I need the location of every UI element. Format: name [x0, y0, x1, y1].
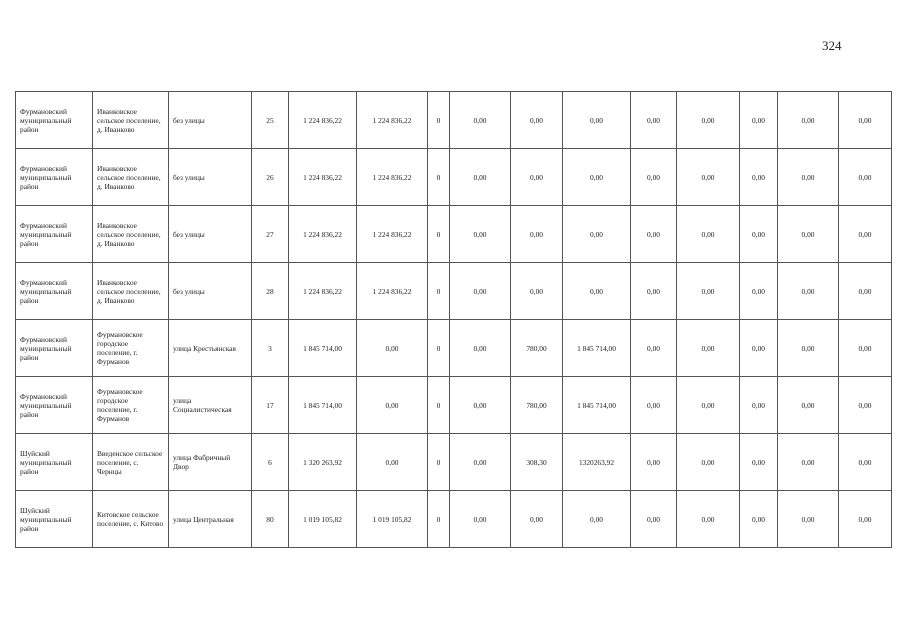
- district-cell: [16, 263, 93, 320]
- value-cell-c11: 0,00: [631, 92, 677, 149]
- value-cell-c12: 0,00: [677, 320, 740, 377]
- table-row: [16, 377, 892, 434]
- value-cell-c11: 0,00: [631, 491, 677, 548]
- street-cell: [169, 320, 252, 377]
- value-cell-c14: 0,00: [778, 434, 839, 491]
- street-cell: [169, 377, 252, 434]
- value-cell-c5: 1 019 105,82: [289, 491, 357, 548]
- settlement-cell: [93, 320, 169, 377]
- value-cell-c6: 1 224 836,22: [357, 92, 428, 149]
- value-cell-c7: 0: [428, 491, 450, 548]
- street-cell: [169, 92, 252, 149]
- value-cell-c5: 1 845 714,00: [289, 320, 357, 377]
- value-cell-c7: 0: [428, 92, 450, 149]
- value-cell-num: 25: [252, 92, 289, 149]
- settlement-text: Фурмановское городское поселение, г. Фурманов: [97, 330, 143, 366]
- value-cell-c15: 0,00: [839, 377, 892, 434]
- settlement-cell: [93, 149, 169, 206]
- value-cell-c5: 1 224 836,22: [289, 92, 357, 149]
- value-cell-c13: 0,00: [740, 263, 778, 320]
- district-text: Фурмановский муниципальный район: [20, 391, 72, 419]
- value-cell-c8: 0,00: [450, 263, 511, 320]
- value-cell-c10: 0,00: [563, 149, 631, 206]
- district-cell: [16, 149, 93, 206]
- street-text: без улицы: [173, 172, 205, 182]
- value-cell-c10: 0,00: [563, 491, 631, 548]
- value-cell-c9: 780,00: [511, 377, 563, 434]
- value-cell-c6: 1 224 836,22: [357, 263, 428, 320]
- value-cell-num: 26: [252, 149, 289, 206]
- value-cell-c11: 0,00: [631, 149, 677, 206]
- district-cell: [16, 434, 93, 491]
- value-cell-c13: 0,00: [740, 92, 778, 149]
- value-cell-c10: 0,00: [563, 206, 631, 263]
- street-text: без улицы: [173, 229, 205, 239]
- value-cell-c13: 0,00: [740, 149, 778, 206]
- value-cell-c15: 0,00: [839, 92, 892, 149]
- street-cell: [169, 206, 252, 263]
- value-cell-c13: 0,00: [740, 377, 778, 434]
- table-row: [16, 263, 892, 320]
- value-cell-c6: 0,00: [357, 320, 428, 377]
- settlement-cell: [93, 377, 169, 434]
- value-cell-num: 27: [252, 206, 289, 263]
- value-cell-c8: 0,00: [450, 434, 511, 491]
- value-cell-c5: 1 320 263,92: [289, 434, 357, 491]
- street-cell: [169, 491, 252, 548]
- value-cell-num: 28: [252, 263, 289, 320]
- value-cell-c10: 0,00: [563, 263, 631, 320]
- street-text: улица Центральная: [173, 514, 234, 524]
- value-cell-c12: 0,00: [677, 377, 740, 434]
- value-cell-c6: 1 224 836,22: [357, 206, 428, 263]
- value-cell-c13: 0,00: [740, 491, 778, 548]
- settlement-cell: [93, 92, 169, 149]
- street-text: улица Фабричный Двор: [173, 453, 231, 471]
- value-cell-c7: 0: [428, 320, 450, 377]
- value-cell-c7: 0: [428, 206, 450, 263]
- district-text: Фурмановский муниципальный район: [20, 106, 72, 134]
- value-cell-c14: 0,00: [778, 320, 839, 377]
- settlement-text: Введенское сельское поселение, с. Чернцы: [97, 448, 163, 476]
- district-cell: [16, 206, 93, 263]
- value-cell-c15: 0,00: [839, 320, 892, 377]
- settlement-text: Иванковское сельское поселение, д. Иванково: [97, 277, 161, 305]
- settlement-cell: [93, 263, 169, 320]
- settlement-text: Иванковское сельское поселение, д. Иванково: [97, 163, 161, 191]
- street-cell: [169, 149, 252, 206]
- value-cell-c7: 0: [428, 434, 450, 491]
- value-cell-c5: 1 224 836,22: [289, 263, 357, 320]
- value-cell-c14: 0,00: [778, 377, 839, 434]
- value-cell-c14: 0,00: [778, 92, 839, 149]
- value-cell-c13: 0,00: [740, 206, 778, 263]
- street-cell: [169, 434, 252, 491]
- value-cell-c11: 0,00: [631, 377, 677, 434]
- table-row: [16, 491, 892, 548]
- table-row: [16, 206, 892, 263]
- settlement-cell: [93, 491, 169, 548]
- street-text: без улицы: [173, 286, 205, 296]
- value-cell-c6: 1 019 105,82: [357, 491, 428, 548]
- district-cell: [16, 320, 93, 377]
- value-cell-c8: 0,00: [450, 149, 511, 206]
- value-cell-c10: 1 845 714,00: [563, 320, 631, 377]
- district-cell: [16, 92, 93, 149]
- settlement-cell: [93, 434, 169, 491]
- value-cell-c14: 0,00: [778, 491, 839, 548]
- street-text: улица Крестьянская: [173, 343, 236, 353]
- value-cell-c14: 0,00: [778, 149, 839, 206]
- district-text: Шуйский муниципальный район: [20, 505, 72, 533]
- street-cell: [169, 263, 252, 320]
- settlement-text: Иванковское сельское поселение, д. Иванково: [97, 220, 161, 248]
- value-cell-c9: 0,00: [511, 206, 563, 263]
- value-cell-num: 6: [252, 434, 289, 491]
- district-text: Шуйский муниципальный район: [20, 448, 72, 476]
- value-cell-c5: 1 224 836,22: [289, 149, 357, 206]
- value-cell-c15: 0,00: [839, 491, 892, 548]
- table-row: [16, 149, 892, 206]
- value-cell-c10: 0,00: [563, 92, 631, 149]
- value-cell-c15: 0,00: [839, 263, 892, 320]
- value-cell-c9: 0,00: [511, 92, 563, 149]
- value-cell-c9: 0,00: [511, 263, 563, 320]
- value-cell-c8: 0,00: [450, 491, 511, 548]
- value-cell-c8: 0,00: [450, 377, 511, 434]
- district-text: Фурмановский муниципальный район: [20, 220, 72, 248]
- value-cell-c9: 0,00: [511, 149, 563, 206]
- value-cell-c14: 0,00: [778, 263, 839, 320]
- district-cell: [16, 377, 93, 434]
- page-number: 324: [822, 38, 842, 53]
- value-cell-c15: 0,00: [839, 206, 892, 263]
- settlement-text: Иванковское сельское поселение, д. Иванково: [97, 106, 161, 134]
- table-row: [16, 320, 892, 377]
- value-cell-c12: 0,00: [677, 92, 740, 149]
- district-text: Фурмановский муниципальный район: [20, 277, 72, 305]
- settlement-text: Китовское сельское поселение, с. Китово: [97, 510, 164, 528]
- value-cell-c12: 0,00: [677, 434, 740, 491]
- value-cell-num: 3: [252, 320, 289, 377]
- street-text: улица Социалистическая: [173, 396, 232, 414]
- table-body: [16, 92, 892, 548]
- value-cell-c6: 0,00: [357, 377, 428, 434]
- value-cell-c12: 0,00: [677, 263, 740, 320]
- value-cell-c9: 780,00: [511, 320, 563, 377]
- value-cell-c5: 1 224 836,22: [289, 206, 357, 263]
- value-cell-c11: 0,00: [631, 320, 677, 377]
- settlement-cell: [93, 206, 169, 263]
- value-cell-num: 80: [252, 491, 289, 548]
- value-cell-c7: 0: [428, 263, 450, 320]
- district-text: Фурмановский муниципальный район: [20, 163, 72, 191]
- value-cell-c13: 0,00: [740, 320, 778, 377]
- value-cell-c11: 0,00: [631, 206, 677, 263]
- value-cell-c7: 0: [428, 377, 450, 434]
- value-cell-num: 17: [252, 377, 289, 434]
- value-cell-c12: 0,00: [677, 206, 740, 263]
- value-cell-c5: 1 845 714,00: [289, 377, 357, 434]
- value-cell-c8: 0,00: [450, 320, 511, 377]
- district-text: Фурмановский муниципальный район: [20, 334, 72, 362]
- settlement-text: Фурмановское городское поселение, г. Фурманов: [97, 387, 143, 423]
- value-cell-c11: 0,00: [631, 434, 677, 491]
- value-cell-c13: 0,00: [740, 434, 778, 491]
- value-cell-c12: 0,00: [677, 149, 740, 206]
- value-cell-c11: 0,00: [631, 263, 677, 320]
- value-cell-c8: 0,00: [450, 92, 511, 149]
- value-cell-c15: 0,00: [839, 434, 892, 491]
- table-row: [16, 434, 892, 491]
- value-cell-c12: 0,00: [677, 491, 740, 548]
- value-cell-c10: 1320263,92: [563, 434, 631, 491]
- street-text: без улицы: [173, 115, 205, 125]
- value-cell-c6: 1 224 836,22: [357, 149, 428, 206]
- value-cell-c14: 0,00: [778, 206, 839, 263]
- value-cell-c8: 0,00: [450, 206, 511, 263]
- value-cell-c10: 1 845 714,00: [563, 377, 631, 434]
- value-cell-c9: 0,00: [511, 491, 563, 548]
- value-cell-c15: 0,00: [839, 149, 892, 206]
- value-cell-c6: 0,00: [357, 434, 428, 491]
- value-cell-c7: 0: [428, 149, 450, 206]
- data-table: [15, 91, 892, 548]
- value-cell-c9: 308,30: [511, 434, 563, 491]
- district-cell: [16, 491, 93, 548]
- table-row: [16, 92, 892, 149]
